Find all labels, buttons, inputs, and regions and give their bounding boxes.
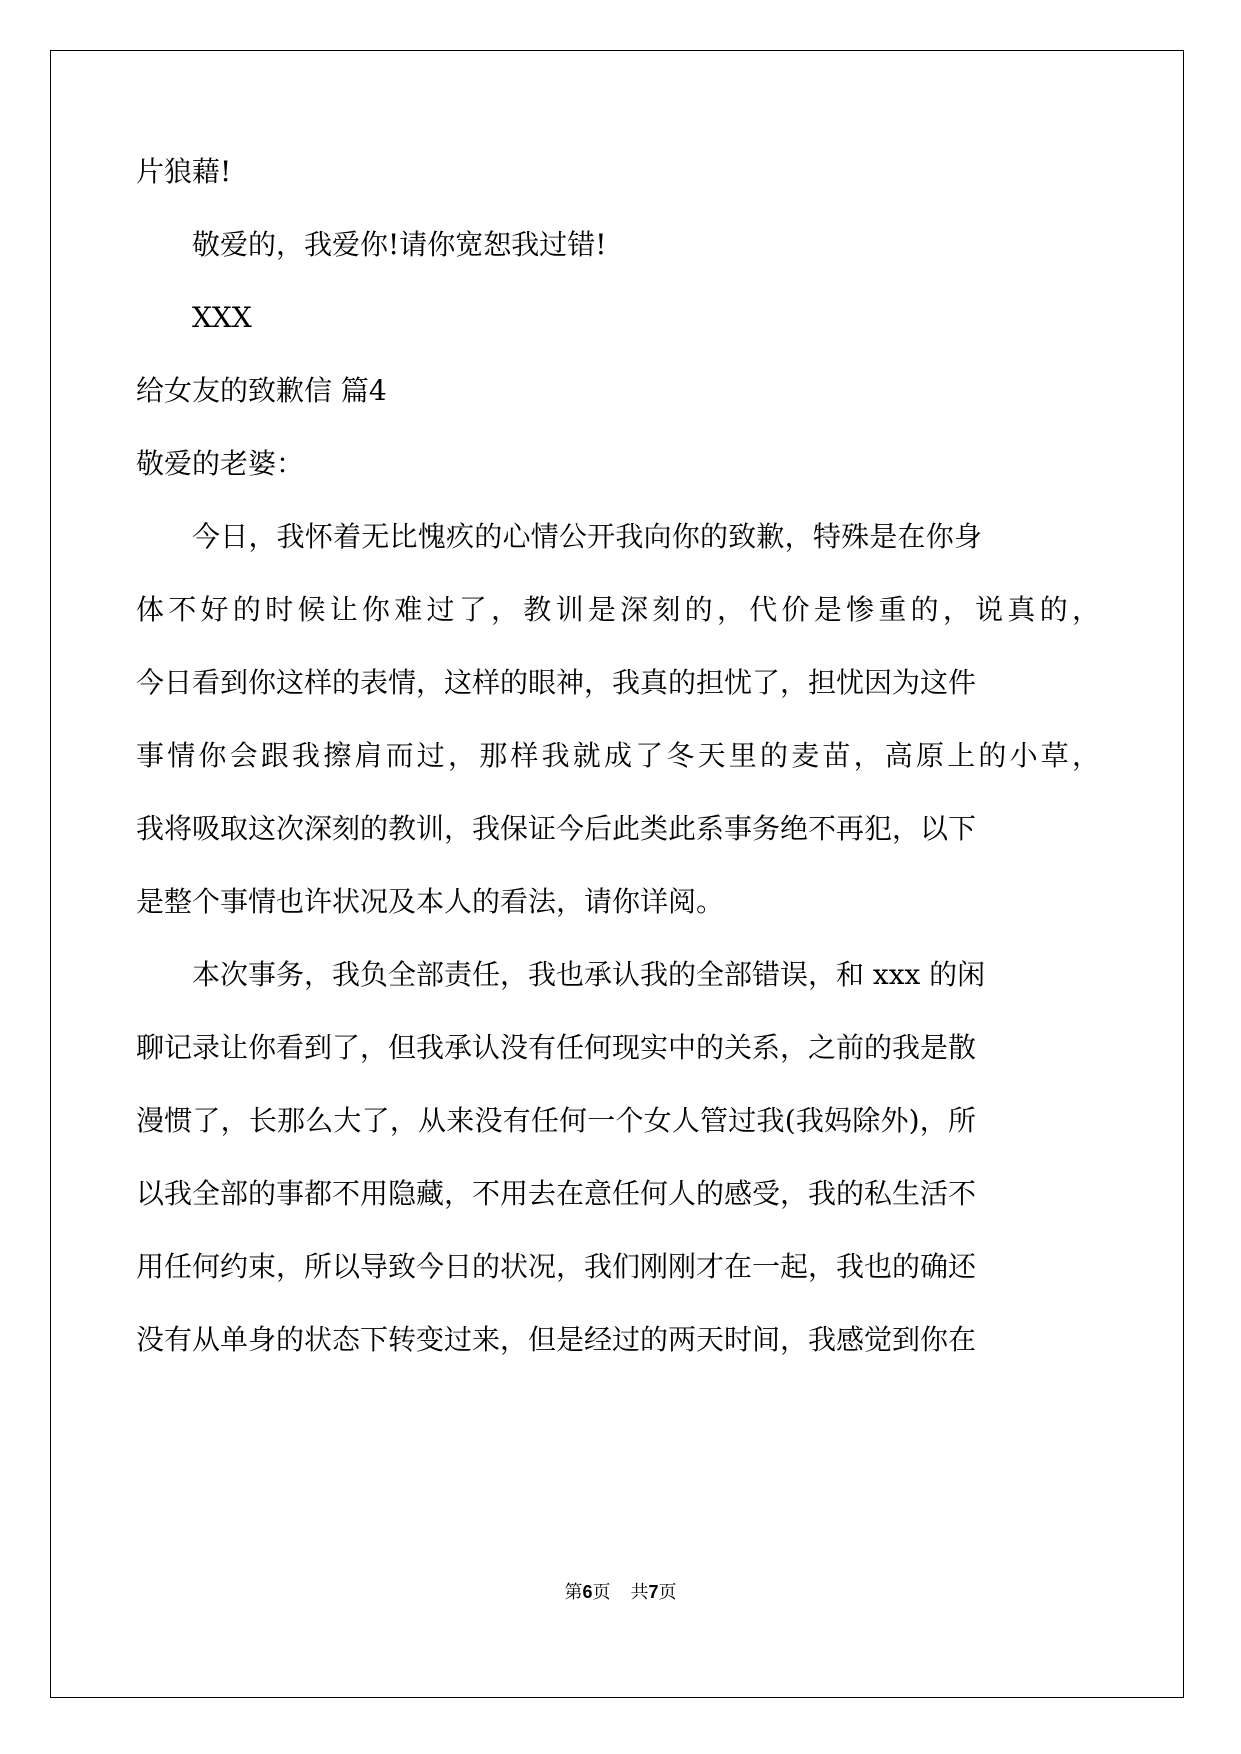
signature-line: XXX — [192, 301, 252, 334]
text-line: 聊记录让你看到了，但我承认没有任何现实中的关系，之前的我是散 — [136, 1031, 977, 1064]
text-line: 以我全部的事都不用隐藏，不用去在意任何人的感受，我的私生活不 — [136, 1177, 977, 1210]
text-line: 今日，我怀着无比愧疚的心情公开我向你的致歉，特殊是在你身 — [192, 520, 982, 553]
text-line: 事情你会跟我擦肩而过，那样我就成了冬天里的麦苗，高原上的小草， — [136, 739, 1100, 772]
footer-total-prefix: 共 — [630, 1582, 649, 1603]
section-heading: 给女友的致歉信 篇4 — [136, 374, 387, 407]
salutation: 敬爱的老婆： — [136, 447, 305, 480]
text-line: 没有从单身的状态下转变过来，但是经过的两天时间，我感觉到你在 — [136, 1323, 977, 1356]
text-line: 体不好的时候让你难过了，教训是深刻的，代价是惨重的，说真的， — [136, 593, 1100, 626]
page-footer — [0, 1580, 1241, 1605]
text-line: 本次事务，我负全部责任，我也承认我的全部错误，和 xxx 的闲 — [192, 958, 986, 991]
text-line: 用任何约束，所以导致今日的状况，我们刚刚才在一起，我也的确还 — [136, 1250, 977, 1283]
text-line: 敬爱的，我爱你!请你宽恕我过错! — [192, 228, 607, 261]
footer-page-current: 6 — [582, 1582, 593, 1602]
text-line: 漫惯了，长那么大了，从来没有任何一个女人管过我(我妈除外)，所 — [136, 1104, 976, 1137]
text-line: 我将吸取这次深刻的教训，我保证今后此类此系事务绝不再犯，以下 — [136, 812, 977, 845]
footer-page-total: 7 — [648, 1582, 659, 1602]
footer-total-suffix: 页 — [658, 1582, 677, 1603]
text-line: 今日看到你这样的表情，这样的眼神，我真的担忧了，担忧因为这件 — [136, 666, 977, 699]
text-line: 片狼藉! — [136, 155, 232, 188]
footer-page-prefix: 第 — [564, 1582, 583, 1603]
text-line: 是整个事情也许状况及本人的看法，请你详阅。 — [136, 885, 725, 918]
footer-page-suffix: 页 — [592, 1582, 611, 1603]
